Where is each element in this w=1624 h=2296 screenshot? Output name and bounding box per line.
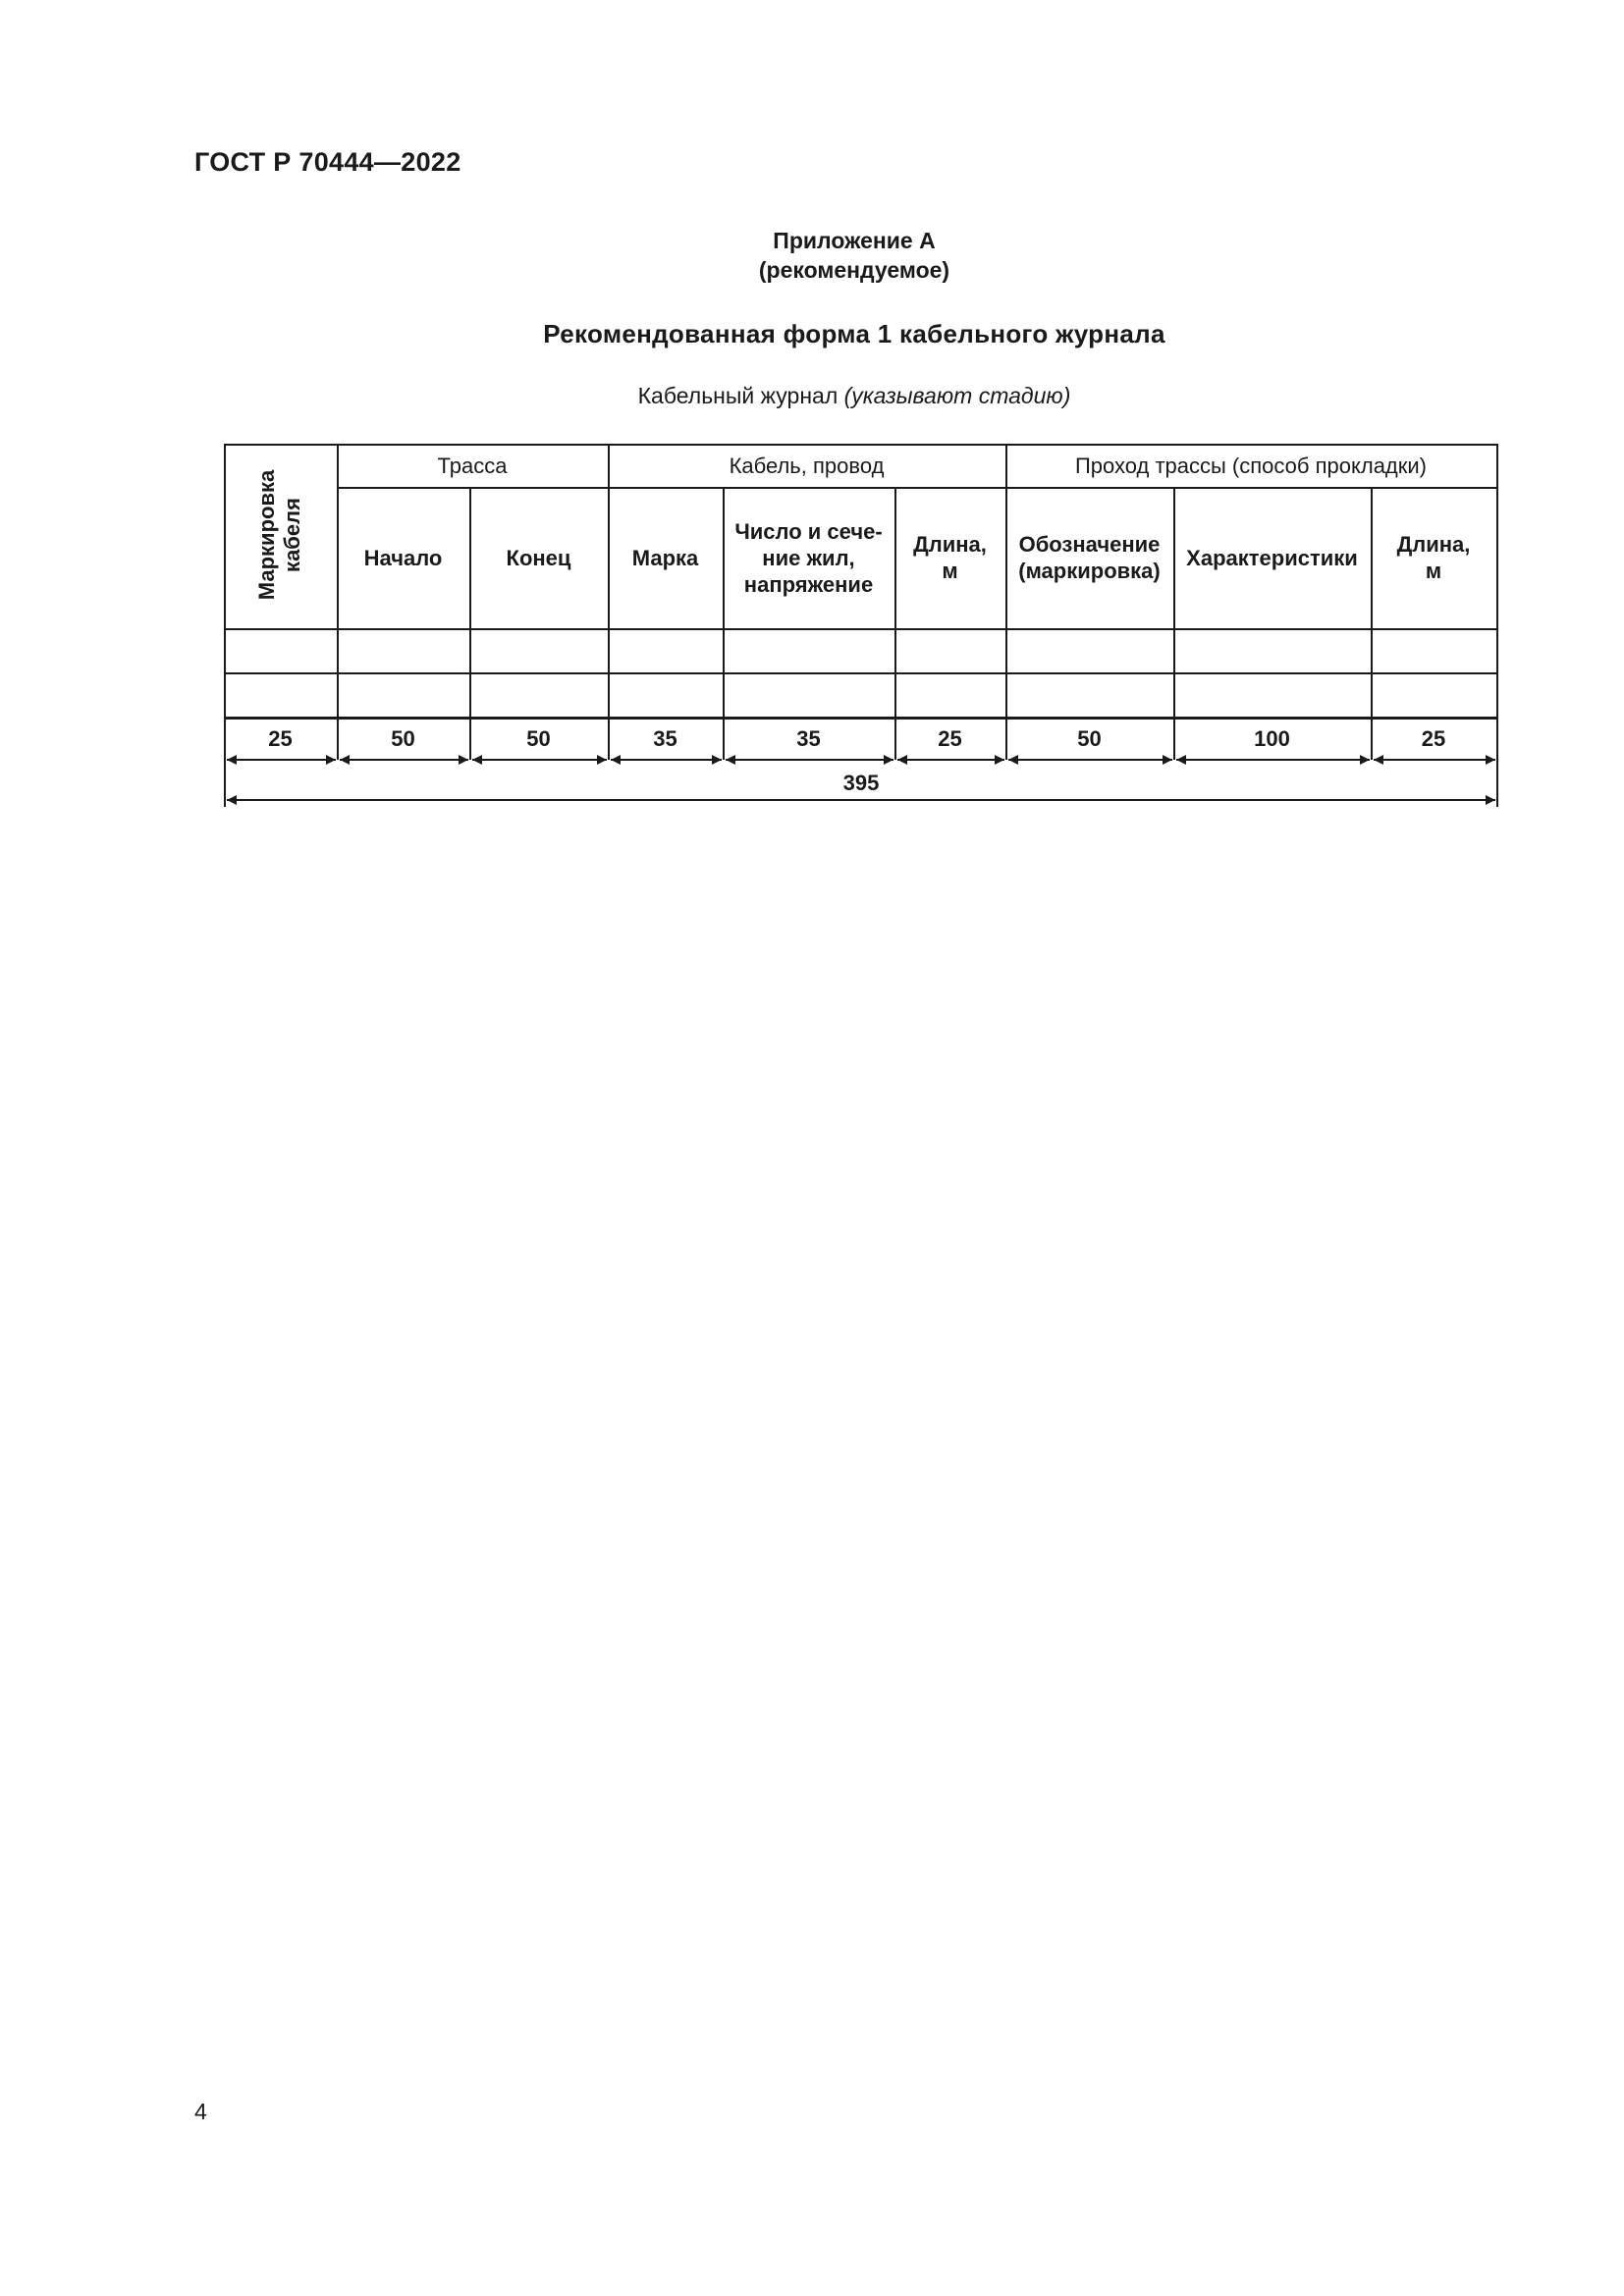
page-number: 4 (194, 2099, 207, 2124)
width-start: 50 (391, 726, 415, 751)
journal-caption-text: Кабельный журнал (637, 383, 839, 408)
marking-column-label: Маркировка кабеля (254, 469, 305, 601)
width-marking: 25 (268, 726, 293, 751)
total-width: 395 (842, 771, 880, 795)
column-header-end: Конец (506, 545, 571, 570)
journal-caption-stage: (указывают стадию) (843, 383, 1071, 408)
width-cores: 35 (796, 726, 821, 751)
form-title: Рекомендованная форма 1 кабельного журнала (543, 319, 1165, 348)
width-designation: 50 (1077, 726, 1102, 751)
column-header-brand: Марка (631, 545, 699, 570)
column-header-characteristics: Характеристики (1186, 545, 1358, 570)
width-end: 50 (526, 726, 551, 751)
column-header-designation: Обозначение (маркировка) (1018, 532, 1161, 583)
width-characteristics: 100 (1254, 726, 1290, 751)
group-header-route: Трасса (437, 453, 508, 478)
column-header-passage-length: Длина, м (1396, 532, 1471, 583)
column-header-start: Начало (363, 545, 443, 570)
annex-title: Приложение А (773, 228, 936, 253)
column-header-cable-length: Длина, м (913, 532, 987, 583)
column-header-cores: Число и сече- ние жил, напряжение (734, 518, 883, 597)
group-header-cable: Кабель, провод (729, 453, 885, 478)
width-brand: 35 (653, 726, 677, 751)
annex-status: (рекомендуемое) (758, 257, 950, 283)
document-code: ГОСТ Р 70444—2022 (194, 147, 461, 177)
width-passage-length: 25 (1421, 726, 1446, 751)
width-cable-length: 25 (938, 726, 962, 751)
group-header-passage: Проход трассы (способ прокладки) (1074, 453, 1428, 478)
